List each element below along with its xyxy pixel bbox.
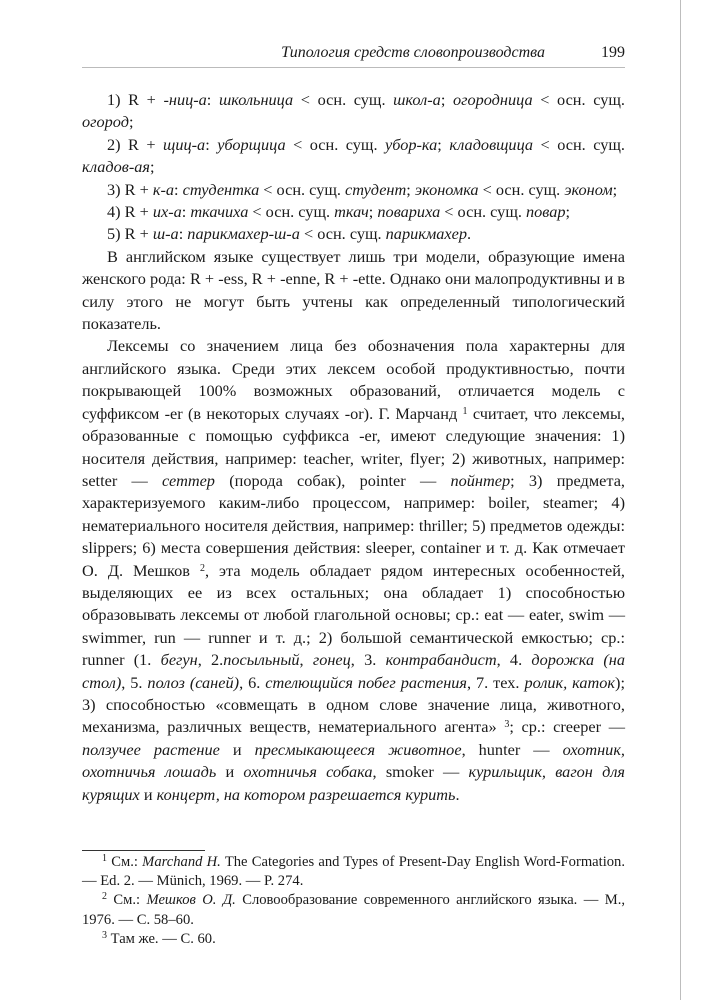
sep: ; (149, 157, 155, 177)
base-word: ткач (334, 202, 369, 222)
footnote-author: Marchand H. (142, 854, 221, 870)
italic-text: дорожка (на стол) (82, 650, 626, 692)
text: , 2. (197, 650, 224, 670)
base-word: школ-а (393, 90, 441, 109)
sep: : (174, 179, 183, 199)
italic-text: сеттер (162, 470, 215, 490)
text: ; 3) предмета, характеризуемого каким-либо процессом, например: boiler, steamer; 4) нематериального носителя действия, например: thriller; 5) предметов одежды: slippers; 6) места совершения действия: sleeper, container и т. д. Как отмечает О. Д. Мешков (82, 470, 625, 580)
list-item (82, 201, 625, 223)
text: считает, что лексемы, образованные с помощью суффикса -er, имеют следующие значения: 1) носителя действия, например: teacher, writer, flyer; 2) животных, например: setter — (82, 403, 625, 490)
base-word: студент (345, 179, 407, 199)
footnote-prefix: См.: (107, 854, 143, 870)
item-number: 1) (107, 90, 121, 109)
footnote-ref[interactable]: 1 (462, 405, 468, 417)
formula: R + (120, 134, 164, 154)
text: , 7. тех. (466, 672, 525, 692)
italic-text: пойнтер (450, 470, 511, 490)
footnotes (82, 853, 625, 949)
sep: ; (128, 112, 134, 132)
sep: : (178, 224, 188, 244)
example-word: повариха (377, 202, 441, 222)
footnote (82, 853, 625, 891)
list-item (82, 179, 625, 201)
text: и (216, 762, 244, 782)
sep: : (205, 134, 218, 154)
item-number: 5) (107, 224, 121, 244)
footnote-prefix: См.: (107, 892, 147, 909)
text: , 3. (350, 650, 386, 670)
list-item (82, 134, 625, 179)
sep: ; (612, 179, 618, 199)
sep: ; (440, 90, 453, 109)
italic-text: посыльный (223, 650, 300, 670)
suffix: щиц-а (163, 134, 206, 154)
formula: R + (120, 90, 164, 109)
example-word: кладовщица (449, 134, 534, 154)
base-word: кладов-ая (82, 157, 150, 177)
derivation-text: < осн. сущ. (293, 90, 394, 109)
suffix: -ниц-а (163, 90, 207, 109)
base-word: эконом (564, 179, 613, 199)
suffix: к-а (152, 179, 175, 199)
list-item (82, 223, 625, 245)
text: , hunter — (461, 739, 563, 759)
sep: ; (406, 179, 415, 199)
example-word: огородница (452, 90, 533, 109)
derivation-text: < осн. сущ. (299, 224, 386, 244)
derivation-text: < осн. сущ. (532, 90, 625, 109)
sep: ; (368, 202, 378, 222)
text: и (219, 739, 255, 759)
paragraph (82, 335, 625, 806)
item-number: 2) (107, 134, 121, 154)
header-rule (82, 67, 625, 68)
footnote-ref[interactable]: 2 (199, 562, 205, 574)
footnote (82, 930, 625, 949)
derivation-text: < осн. сущ. (285, 134, 386, 154)
formula: R + (120, 224, 153, 244)
derivation-text: < осн. сущ. (478, 179, 565, 199)
text: ; ср.: creeper — (509, 717, 626, 737)
italic-text: контрабандист (385, 650, 497, 670)
text: . (455, 784, 460, 804)
italic-text: концерт, на котором разрешается курить (156, 784, 456, 804)
italic-text: охотник, охотничья лошадь (82, 739, 626, 782)
sep: : (206, 90, 219, 109)
derivation-text: < осн. сущ. (440, 202, 526, 222)
italic-text: бегун (160, 650, 198, 670)
base-word: убор-ка (385, 134, 438, 154)
text: Лексемы со значением лица без обозначения пола характерны для английского языка. Среди этих лексем особой продуктивностью, почти покрывающей 100% возможных образований, отличается модель с суффиксом -er (в некоторых случаях -or). Г. Марчанд (82, 336, 625, 423)
derivation-text: < осн. сущ. (533, 134, 625, 154)
formula: R + (120, 179, 153, 199)
page-edge-line (680, 0, 681, 1000)
footnote-mark: 3 (102, 929, 107, 941)
footnote-mark: 2 (102, 891, 107, 903)
text: , эта модель обладает рядом интересных особенностей, выделяющих ее из всех остальных; она обладает 1) способностью образовывать лексемы от любой глагольной основы; ср.: eat — eater, swim — swimmer, run — runner и т. д.; 2) большой семантической емкостью; ср.: runner (1. (82, 560, 625, 670)
list-item (82, 89, 625, 134)
sep: ; (437, 134, 450, 154)
sep: . (466, 224, 472, 244)
text: , 6. (239, 672, 266, 692)
body-text (82, 89, 625, 806)
footnote-text: Там же. — С. 60. (107, 930, 216, 947)
example-word: ткачиха (190, 202, 249, 222)
suffix: их-а (152, 202, 182, 222)
formula: R + (120, 202, 153, 222)
italic-text: пресмыкающееся животное (254, 739, 462, 759)
italic-text: ползучее растение (82, 739, 220, 759)
footnote-ref[interactable]: 3 (504, 719, 510, 731)
text: , 4. (496, 650, 532, 670)
sep: ; (565, 202, 571, 222)
example-word: уборщица (217, 134, 286, 154)
item-number: 3) (107, 179, 121, 199)
italic-text: гонец (312, 650, 351, 670)
footnote-rule (82, 850, 205, 851)
footnote-mark: 1 (102, 853, 107, 864)
italic-text: охотничья собака (243, 762, 373, 782)
italic-text: полоз (саней) (147, 672, 240, 692)
suffix: ш-а (152, 224, 179, 244)
running-title: Типология средств словопроизводства (281, 44, 545, 61)
text: , 5. (121, 672, 148, 692)
text: и (139, 784, 157, 804)
example-word: парикмахер-ш-а (187, 224, 300, 244)
italic-text: курильщик, вагон для курящих (82, 762, 626, 804)
footnote-text: The Categories and Types of Present-Day English Word-Formation. — Ed. 2. — Münich, 1969. — P. 274. (82, 854, 626, 890)
footnote-author: Мешков О. Д. (146, 892, 236, 909)
derivation-text: < осн. сущ. (259, 179, 346, 199)
italic-text: ролик, каток (524, 672, 616, 692)
base-word: парикмахер (385, 224, 467, 244)
derivation-text: < осн. сущ. (248, 202, 335, 222)
page-number: 199 (601, 44, 625, 61)
text: , smoker — (372, 762, 469, 782)
text: ); 3) способностью «совмещать в одном слове значение лица, животного, механизма, различных веществ, нематериального агента» (82, 672, 625, 737)
sep: : (181, 202, 191, 222)
example-word: студентка (182, 179, 260, 199)
example-word: экономка (414, 179, 479, 199)
text: (порода собак), pointer — (214, 470, 451, 490)
text: , (299, 650, 313, 670)
italic-text: стелющийся побег растения (265, 672, 467, 692)
base-word: повар (526, 202, 566, 222)
example-word: школьница (218, 90, 294, 109)
base-word: огород (82, 112, 129, 132)
item-number: 4) (107, 202, 121, 222)
footnote (82, 891, 625, 929)
paragraph: В английском языке существует лишь три модели, образующие имена женского рода: R + -ess, R + -enne, R + -ette. Однако они малопродуктивны и в силу этого не могут быть учтены как определенный типологический показатель. (82, 246, 625, 334)
footnote-text: Словообразование современного английского языка. — М., 1976. — С. 58–60. (82, 892, 625, 928)
running-header (82, 44, 625, 66)
